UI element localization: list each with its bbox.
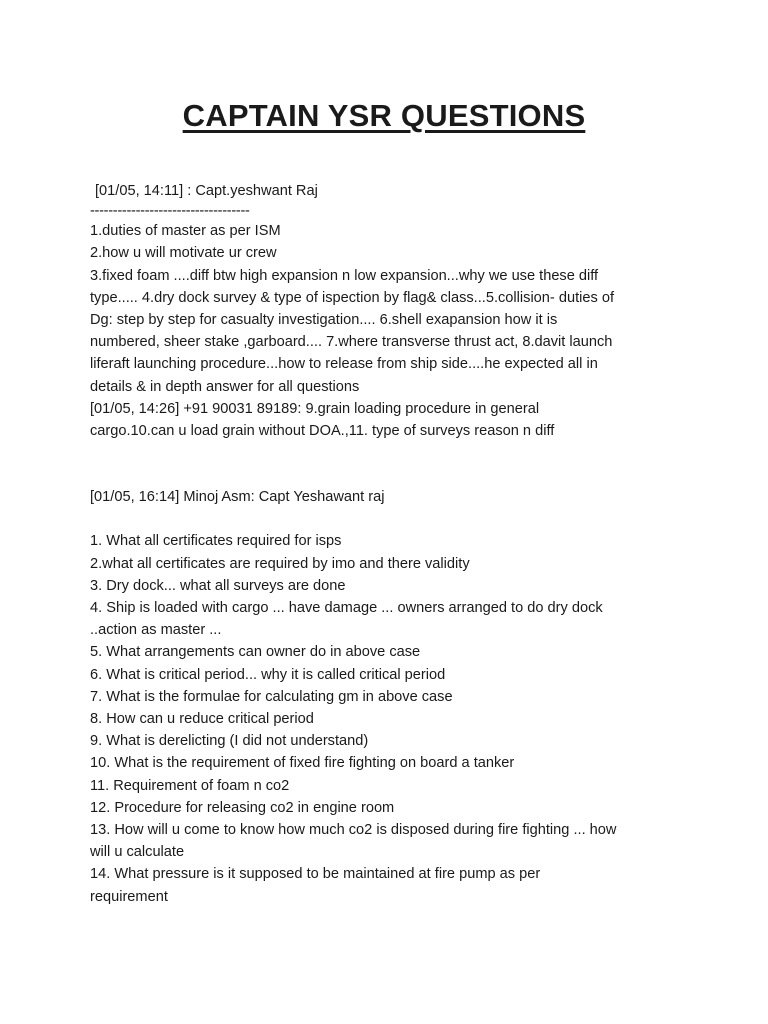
question-line: requirement (90, 888, 168, 905)
section1-divider: ----------------------------------- (90, 203, 250, 220)
document-body (90, 180, 690, 908)
question-line: 4. Ship is loaded with cargo ... have damage ... owners arranged to do dry dock (90, 600, 603, 617)
question-line: 2.how u will motivate ur crew (90, 245, 277, 262)
question-line: 7. What is the formulae for calculating gm in above case (90, 688, 453, 705)
section2-header: [01/05, 16:14] Minoj Asm: Capt Yeshawant raj (90, 489, 385, 506)
question-line: 11. Requirement of foam n co2 (90, 777, 290, 794)
question-line: 8. How can u reduce critical period (90, 711, 314, 728)
question-line: 13. How will u come to know how much co2 is disposed during fire fighting ... how (90, 822, 617, 839)
paragraph-line: 3.fixed foam ....diff btw high expansion n low expansion...why we use these diff (90, 267, 599, 284)
question-line: will u calculate (90, 844, 185, 861)
question-line: 12. Procedure for releasing co2 in engine room (90, 799, 395, 816)
paragraph-line: cargo.10.can u load grain without DOA.,11. type of surveys reason n diff (90, 423, 555, 440)
paragraph-line: liferaft launching procedure...how to release from ship side....he expected all in (90, 356, 598, 373)
question-line: 1.duties of master as per ISM (90, 223, 281, 240)
paragraph-line: [01/05, 14:26] +91 90031 89189: 9.grain loading procedure in general (90, 400, 540, 417)
question-line: 14. What pressure is it supposed to be maintained at fire pump as per (90, 866, 541, 883)
question-line: 5. What arrangements can owner do in above case (90, 644, 421, 661)
section-spacer (90, 508, 690, 530)
question-line: 1. What all certificates required for isps (90, 533, 342, 550)
section1-header: [01/05, 14:11] : Capt.yeshwant Raj (95, 183, 318, 199)
paragraph-line: numbered, sheer stake ,garboard.... 7.where transverse thrust act, 8.davit launch (90, 334, 613, 351)
question-line: ..action as master ... (90, 622, 222, 639)
paragraph-line: details & in depth answer for all questions (90, 378, 360, 395)
document-title: CAPTAIN YSR QUESTIONS (182, 98, 586, 133)
paragraph-line: type..... 4.dry dock survey & type of ispection by flag& class...5.collision- duties of (90, 289, 614, 306)
question-line: 2.what all certificates are required by imo and there validity (90, 555, 470, 572)
section-spacer (90, 442, 690, 486)
paragraph-line: Dg: step by step for casualty investigation.... 6.shell exapansion how it is (90, 312, 558, 329)
question-line: 9. What is derelicting (I did not understand) (90, 733, 369, 750)
question-line: 3. Dry dock... what all surveys are done (90, 577, 346, 594)
question-line: 10. What is the requirement of fixed fire fighting on board a tanker (90, 755, 515, 772)
question-line: 6. What is critical period... why it is called critical period (90, 666, 446, 683)
